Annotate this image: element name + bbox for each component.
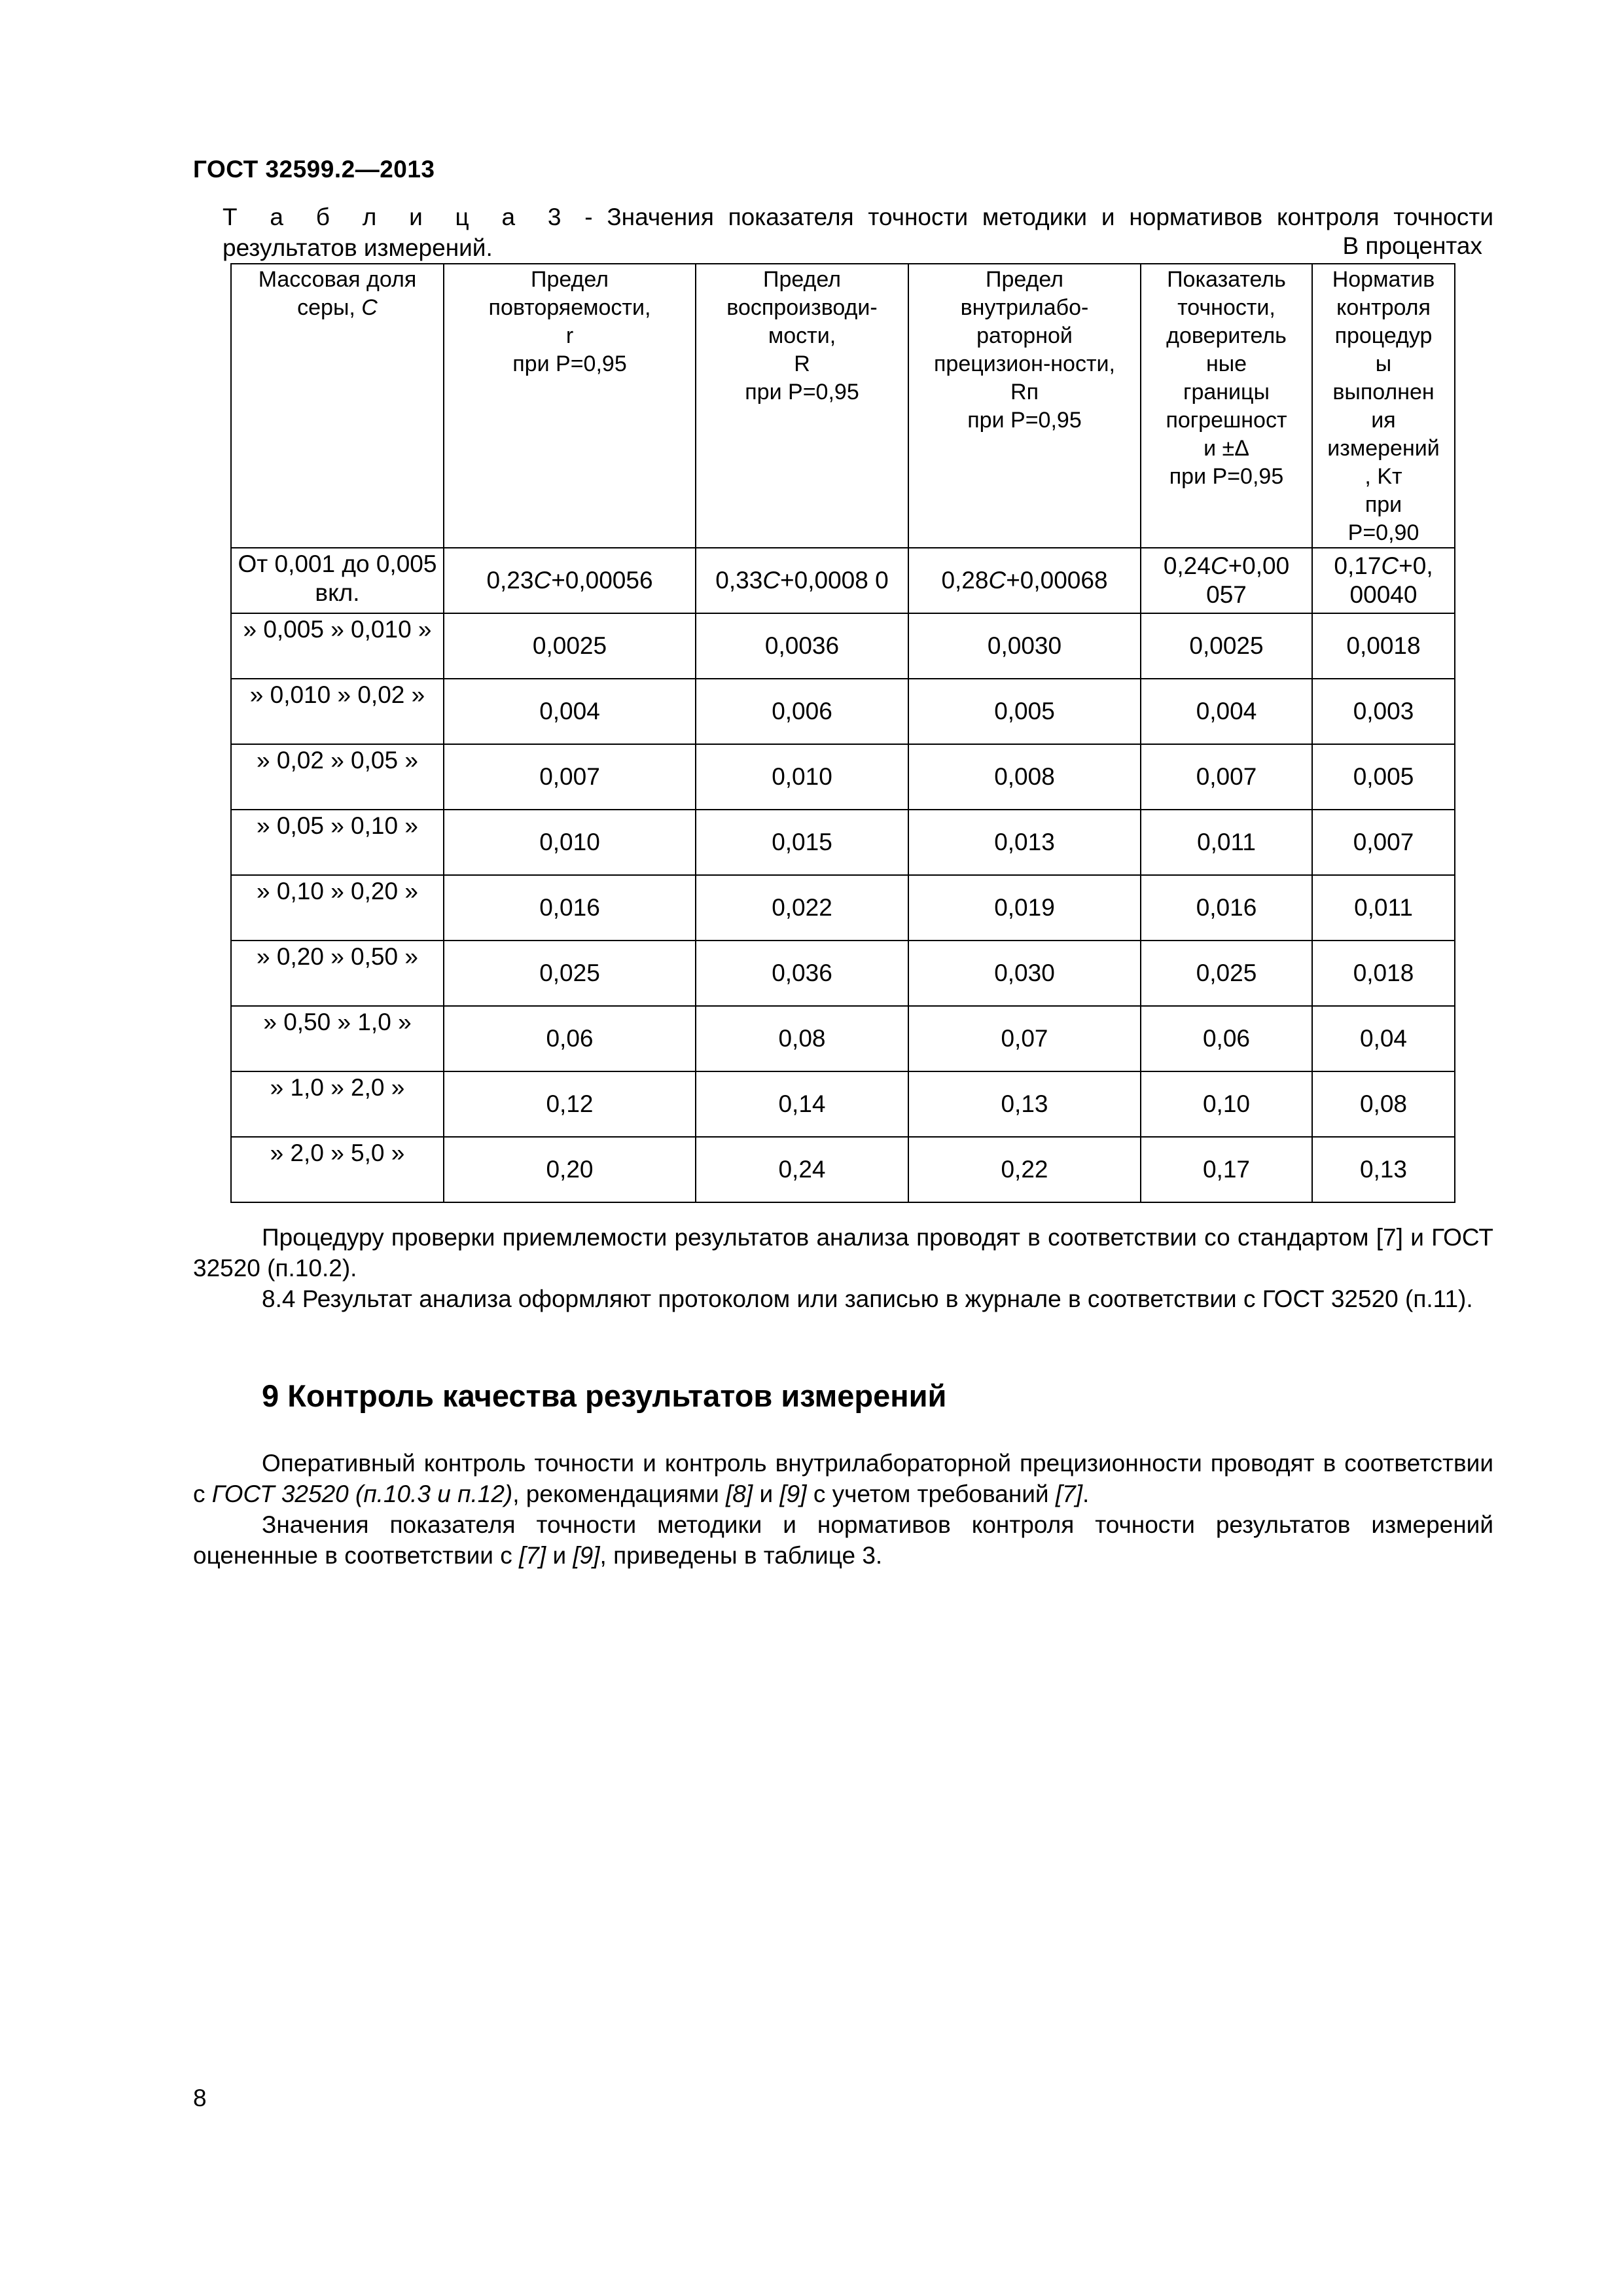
- value-cell: 0,0025: [444, 613, 696, 679]
- row-label-cell: » 0,50 » 1,0 »: [231, 1006, 444, 1071]
- value-cell: 0,019: [908, 875, 1141, 941]
- column-header-line: , Kт: [1364, 464, 1402, 489]
- value-cell: 0,007: [1312, 810, 1455, 875]
- row-label-cell: » 0,20 » 0,50 »: [231, 941, 444, 1006]
- reference-gost: ГОСТ 32520 (п.10.3 и п.12): [211, 1480, 513, 1507]
- value-cell: 0,004: [1141, 679, 1312, 744]
- value-cell: 0,14: [696, 1071, 908, 1137]
- column-header-4: [908, 264, 1141, 548]
- table-body: [231, 548, 1455, 1202]
- column-header-line: процедур: [1334, 323, 1433, 348]
- value-cell: 0,0018: [1312, 613, 1455, 679]
- column-header-line: Норматив: [1332, 267, 1435, 292]
- table-row: [231, 875, 1455, 941]
- value-cell: 0,025: [1141, 941, 1312, 1006]
- reference-7: [7]: [1055, 1480, 1083, 1507]
- table-row: [231, 744, 1455, 810]
- column-header-3: [696, 264, 908, 548]
- paragraph-8-4: 8.4 Результат анализа оформляют протоколом или записью в журнале в соответствии с ГОСТ 32520 (п.11).: [262, 1285, 1473, 1312]
- column-header-line: Предел: [531, 267, 609, 292]
- column-header-line: выполнен: [1332, 380, 1435, 404]
- value-cell: 0,08: [696, 1006, 908, 1071]
- value-cell: 0,06: [1141, 1006, 1312, 1071]
- value-cell: 0,24: [696, 1137, 908, 1202]
- column-header-line: точности,: [1177, 295, 1275, 320]
- column-header-line: Р=0,90: [1347, 520, 1419, 545]
- value-cell: 0,005: [1312, 744, 1455, 810]
- value-cell: 0,016: [444, 875, 696, 941]
- table-row: [231, 941, 1455, 1006]
- column-header-line: R: [794, 351, 810, 376]
- table-row: [231, 613, 1455, 679]
- row-label-cell: » 0,10 » 0,20 »: [231, 875, 444, 941]
- column-header-line: прецизион-ности,: [934, 351, 1115, 376]
- column-header-line: Rп: [1010, 380, 1039, 404]
- reference-9: [9]: [573, 1542, 600, 1569]
- value-cell: 0,13: [908, 1071, 1141, 1137]
- paragraph-values: Значения показателя точности методики и нормативов контроля точности результатов измерений оцененные в соответствии с [7] и [9], приведены в таблице 3.: [193, 1511, 1493, 1569]
- value-cell: 0,007: [444, 744, 696, 810]
- value-cell: 0,08: [1312, 1071, 1455, 1137]
- value-cell: 0,33C+0,0008 0: [696, 548, 908, 613]
- value-cell: 0,025: [444, 941, 696, 1006]
- value-cell: 0,015: [696, 810, 908, 875]
- value-cell: 0,13: [1312, 1137, 1455, 1202]
- column-header-line: при Р=0,95: [745, 380, 859, 404]
- reference-7: [7]: [519, 1542, 546, 1569]
- value-cell: 0,006: [696, 679, 908, 744]
- table-header-row: [231, 264, 1455, 548]
- value-cell: 0,0036: [696, 613, 908, 679]
- row-label-cell: » 2,0 » 5,0 »: [231, 1137, 444, 1202]
- row-label-cell: » 0,05 » 0,10 »: [231, 810, 444, 875]
- section-heading: 9 Контроль качества результатов измерений: [262, 1378, 947, 1413]
- column-header-line: серы, C: [297, 295, 378, 320]
- column-header-5: [1141, 264, 1312, 548]
- value-cell: 0,04: [1312, 1006, 1455, 1071]
- value-cell: 0,0030: [908, 613, 1141, 679]
- value-cell: 0,030: [908, 941, 1141, 1006]
- column-header-line: Показатель: [1167, 267, 1286, 292]
- column-header-line: при: [1364, 492, 1402, 517]
- column-header-line: воспроизводи-: [726, 295, 878, 320]
- accuracy-table: [230, 263, 1455, 1203]
- table-row: [231, 1137, 1455, 1202]
- column-header-line: ные: [1205, 351, 1247, 376]
- value-cell: 0,011: [1141, 810, 1312, 875]
- row-label-cell: » 0,005 » 0,010 »: [231, 613, 444, 679]
- row-label-cell: » 1,0 » 2,0 »: [231, 1071, 444, 1137]
- reference-9: [9]: [779, 1480, 807, 1507]
- column-header-line: измерений: [1327, 436, 1440, 461]
- value-cell: 0,12: [444, 1071, 696, 1137]
- value-cell: 0,23C+0,00056: [444, 548, 696, 613]
- row-label-cell: » 0,02 » 0,05 »: [231, 744, 444, 810]
- column-header-line: ия: [1371, 408, 1396, 433]
- value-cell: 0,28C+0,00068: [908, 548, 1141, 613]
- value-cell: 0,10: [1141, 1071, 1312, 1137]
- column-header-1: [231, 264, 444, 548]
- table-row: [231, 679, 1455, 744]
- column-header-line: доверитель: [1166, 323, 1287, 348]
- column-header-line: при Р=0,95: [1169, 464, 1284, 489]
- value-cell: 0,17C+0, 00040: [1312, 548, 1455, 613]
- column-header-line: r: [565, 323, 574, 348]
- value-cell: 0,22: [908, 1137, 1141, 1202]
- column-header-line: Предел: [763, 267, 841, 292]
- value-cell: 0,005: [908, 679, 1141, 744]
- column-header-line: ы: [1375, 351, 1392, 376]
- paragraph-acceptability: Процедуру проверки приемлемости результатов анализа проводят в соответствии со стандартом [7] и ГОСТ 32520 (п.10.2).: [193, 1224, 1493, 1282]
- value-cell: 0,24C+0,00 057: [1141, 548, 1312, 613]
- table-units: В процентах: [1342, 232, 1482, 259]
- column-header-line: повторяемости,: [488, 295, 651, 320]
- column-header-line: погрешност: [1166, 408, 1287, 433]
- page-number: 8: [193, 2085, 207, 2111]
- column-header-line: мости,: [768, 323, 836, 348]
- column-header-line: при Р=0,95: [967, 408, 1082, 433]
- value-cell: 0,011: [1312, 875, 1455, 941]
- paragraph-quality-control: Оперативный контроль точности и контроль внутрилабораторной прецизионности проводят в соответствии с ГОСТ 32520 (п.10.3 и п.12), рекомендациями [8] и [9] с учетом требований [7].: [193, 1450, 1493, 1507]
- value-cell: 0,007: [1141, 744, 1312, 810]
- table-caption-lead: Т а б л и ц а 3: [223, 204, 571, 230]
- value-cell: 0,010: [696, 744, 908, 810]
- table-row: [231, 1071, 1455, 1137]
- value-cell: 0,17: [1141, 1137, 1312, 1202]
- value-cell: 0,004: [444, 679, 696, 744]
- table-row: [231, 1006, 1455, 1071]
- reference-8: [8]: [726, 1480, 753, 1507]
- table-header: [231, 264, 1455, 548]
- value-cell: 0,008: [908, 744, 1141, 810]
- value-cell: 0,013: [908, 810, 1141, 875]
- column-header-line: при Р=0,95: [512, 351, 627, 376]
- column-header-line: Массовая доля: [258, 267, 417, 292]
- table-row: [231, 548, 1455, 613]
- value-cell: 0,018: [1312, 941, 1455, 1006]
- column-header-6: [1312, 264, 1455, 548]
- table-row: [231, 810, 1455, 875]
- value-cell: 0,06: [444, 1006, 696, 1071]
- value-cell: 0,003: [1312, 679, 1455, 744]
- value-cell: 0,20: [444, 1137, 696, 1202]
- value-cell: 0,07: [908, 1006, 1141, 1071]
- value-cell: 0,0025: [1141, 613, 1312, 679]
- value-cell: 0,022: [696, 875, 908, 941]
- column-header-2: [444, 264, 696, 548]
- column-header-line: раторной: [976, 323, 1073, 348]
- column-header-line: контроля: [1336, 295, 1431, 320]
- value-cell: 0,036: [696, 941, 908, 1006]
- column-header-line: Предел: [986, 267, 1063, 292]
- value-cell: 0,010: [444, 810, 696, 875]
- column-header-line: границы: [1183, 380, 1270, 404]
- row-label-cell: От 0,001 до 0,005 вкл.: [231, 548, 444, 613]
- table-caption-text: - Значения показателя точности методики и нормативов контроля точности результатов измерений.: [223, 204, 1493, 261]
- column-header-line: и ±Δ: [1204, 436, 1249, 461]
- column-header-line: внутрилабо-: [960, 295, 1089, 320]
- row-label-cell: » 0,010 » 0,02 »: [231, 679, 444, 744]
- value-cell: 0,016: [1141, 875, 1312, 941]
- document-header: ГОСТ 32599.2—2013: [193, 156, 435, 183]
